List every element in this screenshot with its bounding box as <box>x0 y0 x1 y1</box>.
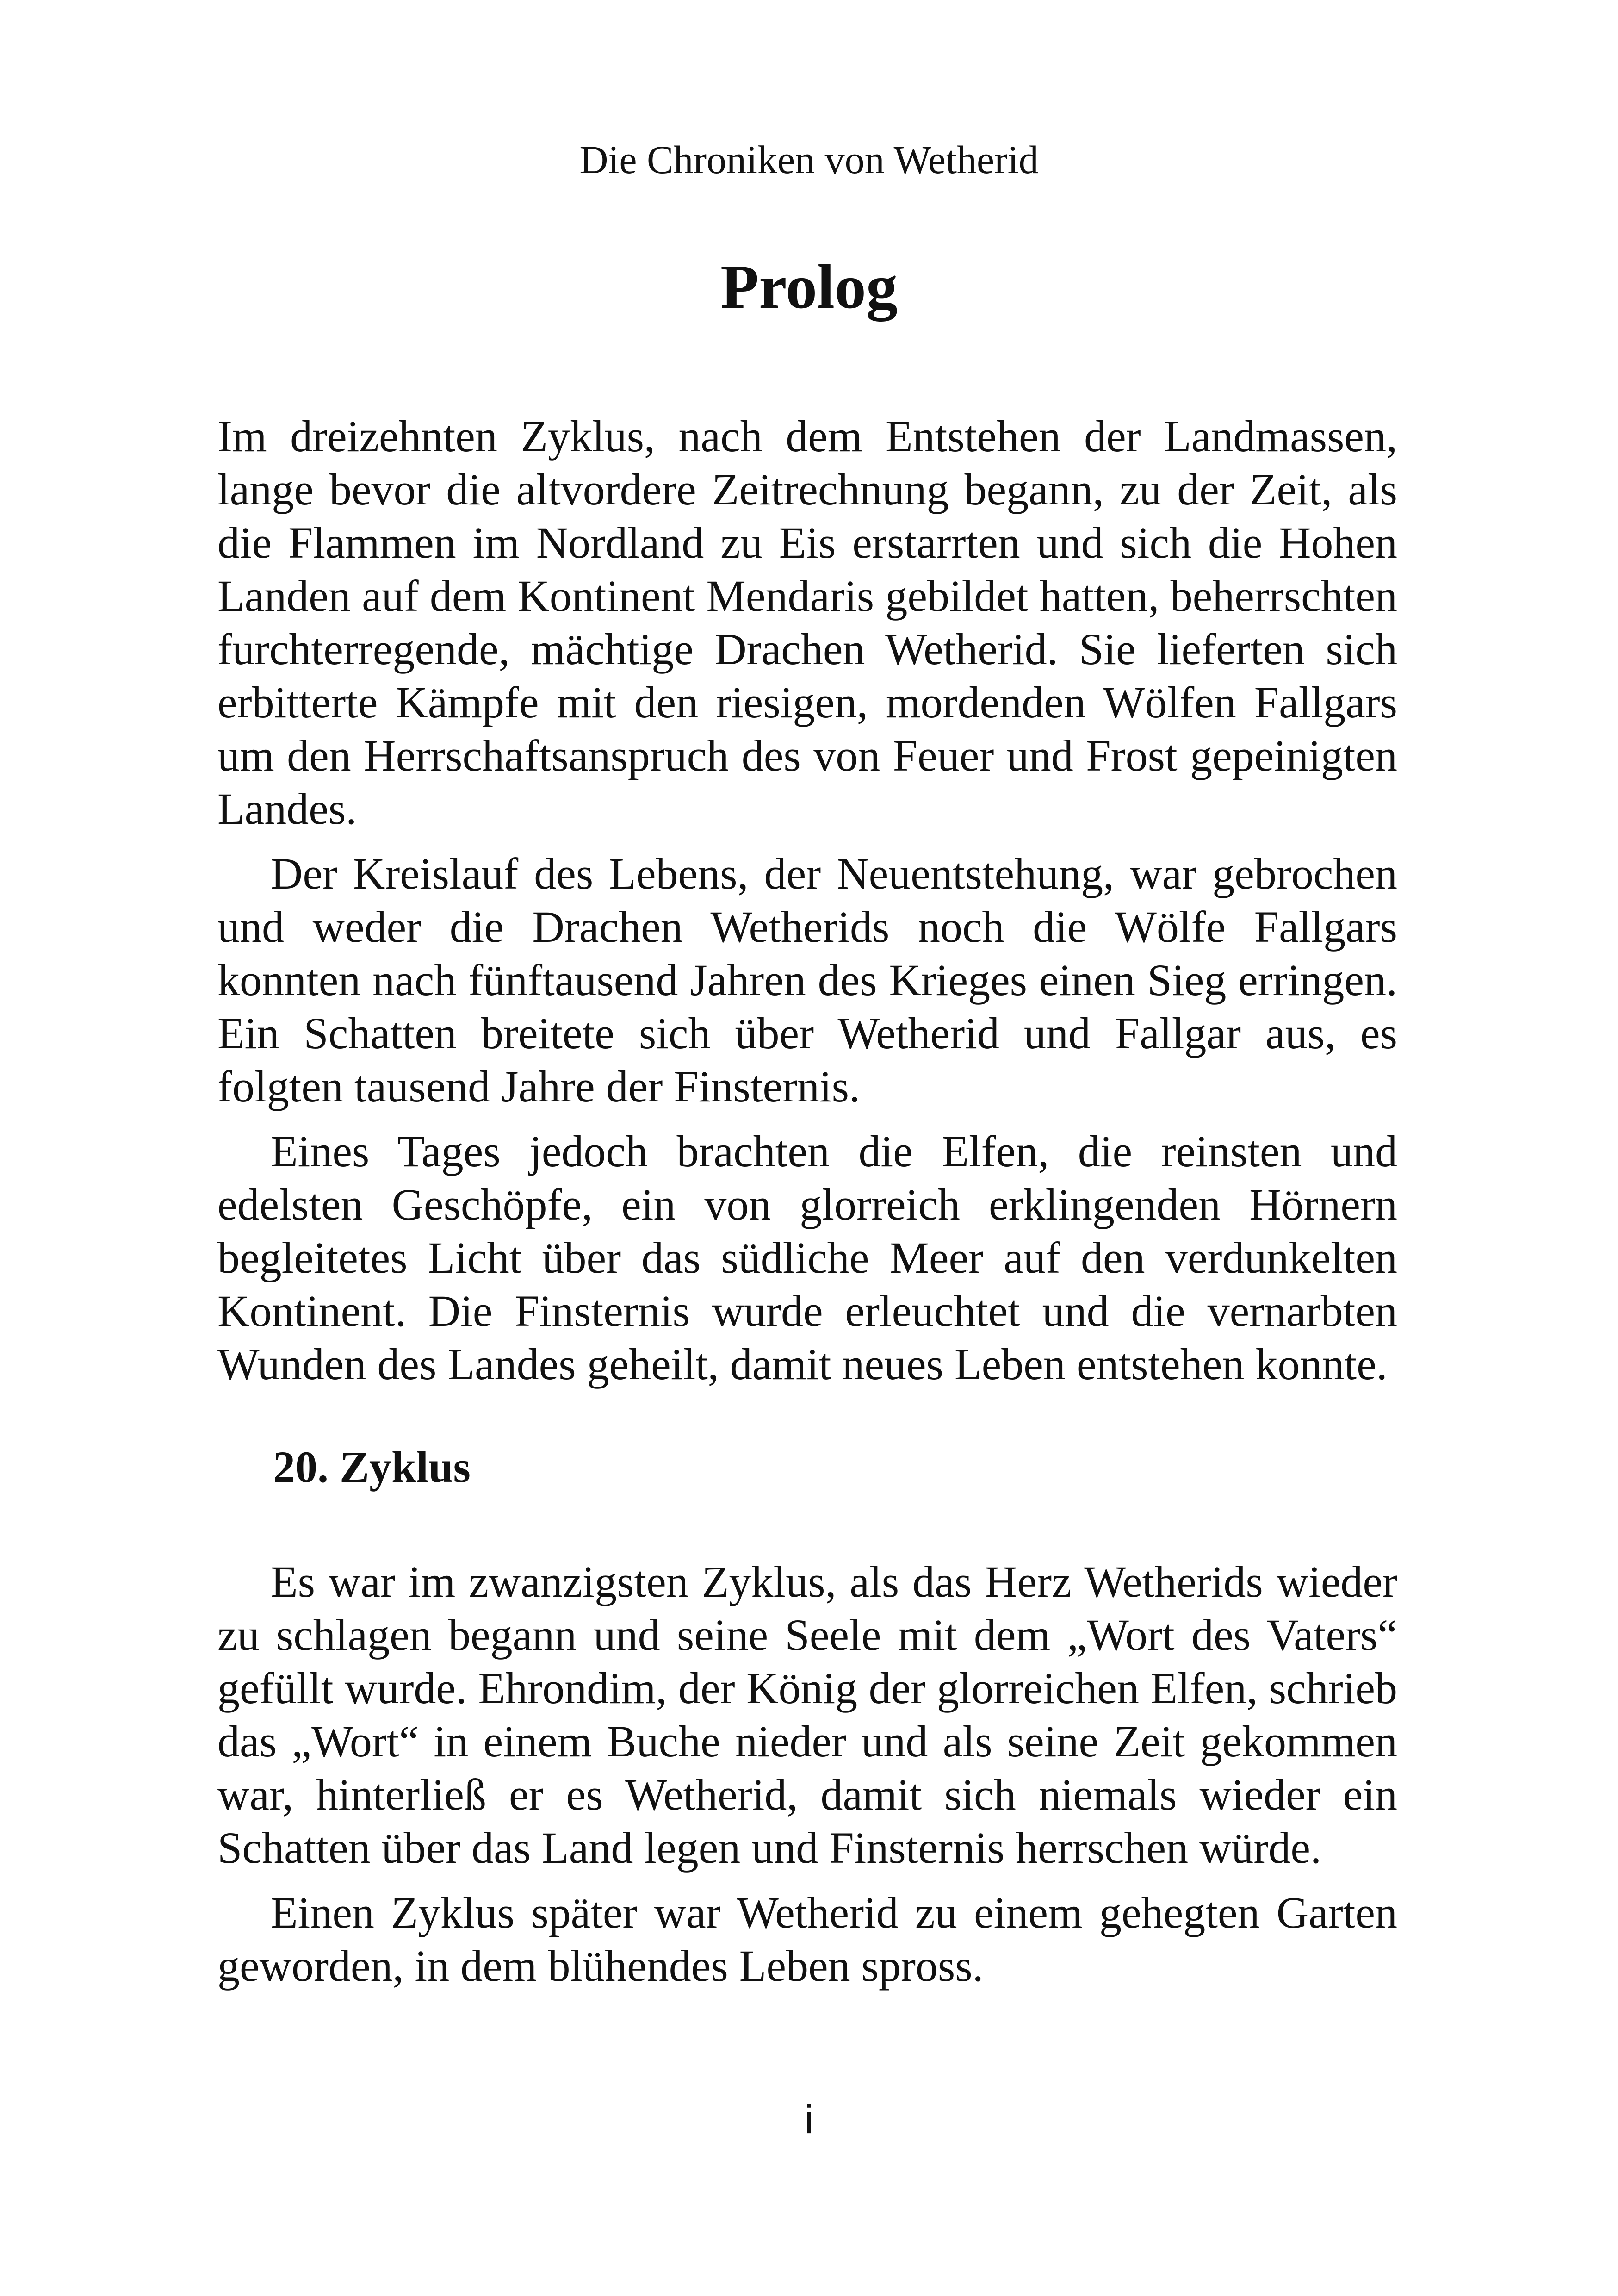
chapter-title: Prolog <box>720 252 898 322</box>
paragraph: Einen Zyklus später war Wetherid zu einem gehegten Garten geworden, in dem blühendes Leben spross. <box>217 1888 1397 1991</box>
paragraph: Eines Tages jedoch brachten die Elfen, die reinsten und edelsten Geschöpfe, ein von glorreich erklingenden Hörnern begleitetes Licht über das südliche Meer auf den verdunkelten Kontinent. Die Finsternis wurde erleuchtet und die vernarbten Wunden des Landes geheilt, damit neues Leben entstehen konnte. <box>217 1126 1397 1389</box>
prolog-body <box>217 410 1397 1391</box>
paragraph: Der Kreislauf des Lebens, der Neuentstehung, war gebrochen und weder die Drachen Wetherids noch die Wölfe Fallgars konnten nach fünftausend Jahren des Krieges einen Sieg erringen. Ein Schatten breitete sich über Wetherid und Fallgar aus, es folgten tausend Jahre der Finsternis. <box>217 849 1397 1111</box>
paragraph: Im dreizehnten Zyklus, nach dem Entstehen der Landmassen, lange bevor die altvordere Zeitrechnung begann, zu der Zeit, als die Flammen im Nordland zu Eis erstarrten und sich die Hohen Landen auf dem Kontinent Mendaris gebildet hatten, beherrschten furchterregende, mächtige Drachen Wetherid. Sie lieferten sich erbitterte Kämpfe mit den riesigen, mordenden Wölfen Fallgars um den Herrschaftsanspruch des von Feuer und Frost gepeinigten Landes. <box>217 411 1397 834</box>
section-heading: 20. Zyklus <box>273 1442 471 1492</box>
paragraph: Es war im zwanzigsten Zyklus, als das Herz Wetherids wieder zu schlagen begann und seine Seele mit dem „Wort des Vaters“ gefüllt wurde. Ehrondim, der König der glorreichen Elfen, schrieb das „Wort“ in einem Buche nieder und als seine Zeit gekommen war, hinterließ er es Wetherid, damit sich niemals wieder ein Schatten über das Land legen und Finsternis herrschen würde. <box>217 1557 1397 1873</box>
page-number: i <box>804 2097 814 2142</box>
section-body <box>217 1555 1397 1992</box>
running-header: Die Chroniken von Wetherid <box>579 137 1039 182</box>
